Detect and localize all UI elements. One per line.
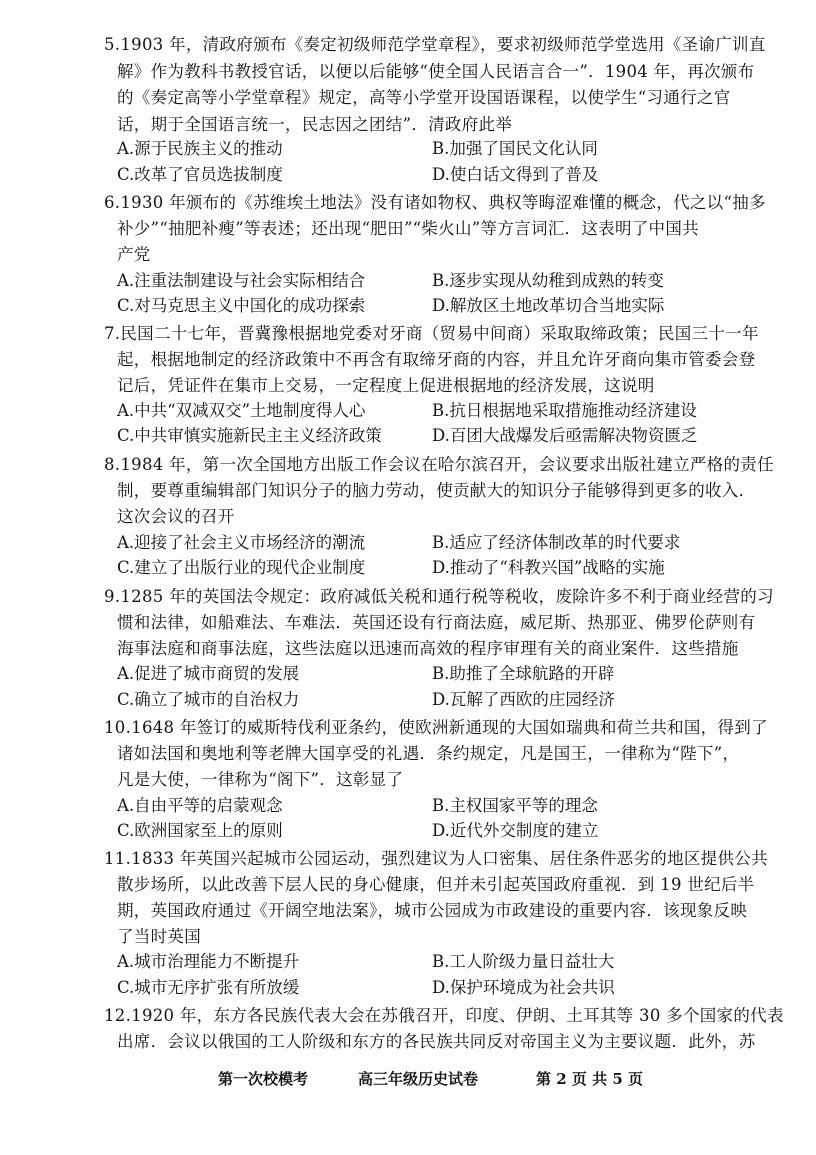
question-11-option-c: C.城市无序扩张有所放缓 [117,978,300,997]
question-9-line-2: 惯和法律，如船难法、车难法．英国还设有行商法庭，威尼斯、热那亚、佛罗伦萨则有 [117,613,756,632]
question-10-line-1: 10.1648 年签订的威斯特伐利亚条约，使欧洲新通现的大国如瑞典和荷兰共和国，得到了 [104,718,768,737]
question-7-option-b: B.抗日根据地采取措施推动经济建设 [432,401,697,420]
question-8-option-d: D.推动了“科教兴国”战略的实施 [432,558,665,577]
footer-exam-name: 第一次校模考 [218,1070,309,1088]
question-5-option-a: A.源于民族主义的推动 [117,139,283,158]
question-11-option-b: B.工人阶级力量日益壮大 [432,952,615,971]
question-10-line-3: 凡是大使，一律称为“阁下”．这彰显了 [117,770,404,789]
question-8-line-2: 制，要尊重编辑部门知识分子的脑力劳动，使贡献大的知识分子能够得到更多的收入． [117,481,756,500]
question-5-option-b: B.加强了国民文化认同 [432,139,598,158]
question-7-line-2: 起，根据地制定的经济政策中不再含有取缔牙商的内容，并且允许牙商向集市管委会登 [117,350,756,369]
question-6-option-a: A.注重法制建设与社会实际相结合 [117,271,366,290]
question-9-line-1: 9.1285 年的英国法令规定：政府减低关税和通行税等税收，废除许多不利于商业经营的习 [104,587,774,606]
question-10-option-c: C.欧洲国家至上的原则 [117,821,283,840]
question-6-option-c: C.对马克思主义中国化的成功探索 [117,296,366,315]
question-6-line-2: 补少”“抽肥补瘦”等表述；还出现“肥田”“柴火山”等方言词汇．这表明了中国共 [117,219,699,238]
question-9-option-b: B.助推了全球航路的开辟 [432,664,615,683]
question-11-line-1: 11.1833 年英国兴起城市公园运动，强烈建议为人口密集、居住条件恶劣的地区提供公共 [104,849,768,868]
question-8-option-a: A.迎接了社会主义市场经济的潮流 [117,533,366,552]
footer-page-number: 第 2 页 共 5 页 [536,1070,643,1088]
question-7-option-a: A.中共“双减双交”土地制度得人心 [117,401,366,420]
question-8-line-3: 这次会议的召开 [117,507,235,526]
question-6-line-1: 6.1930 年颁布的《苏维埃土地法》没有诸如物权、典权等晦涩难懂的概念，代之以“抽多 [104,193,766,212]
question-5-option-d: D.使白话文得到了普及 [432,165,599,184]
question-5-line-2: 解》作为教科书教授官话，以便以后能够“使全国人民语言合一”．1904 年，再次颁布 [117,62,755,81]
question-6-line-3: 产党 [117,245,151,264]
footer-subject: 高三年级历史试卷 [358,1070,479,1088]
question-10-line-2: 诸如法国和奥地利等老牌大国享受的礼遇．条约规定，凡是国王，一律称为“陛下”， [117,744,740,763]
question-9-option-d: D.瓦解了西欧的庄园经济 [432,690,615,709]
question-12-line-1: 12.1920 年，东方各民族代表大会在苏俄召开，印度、伊朗、土耳其等 30 多个国家的代表 [104,1006,784,1025]
question-6-option-b: B.逐步实现从幼稚到成熟的转变 [432,271,664,290]
question-11-option-a: A.城市治理能力不断提升 [117,952,300,971]
question-7-line-1: 7.民国二十七年，晋冀豫根据地党委对牙商（贸易中间商）采取取缔政策；民国三十一年 [104,324,759,343]
question-5-line-4: 话，期于全国语言统一，民志因之团结”．清政府此举 [117,115,513,134]
question-5-line-3: 的《奏定高等小学堂章程》规定，高等小学堂开设国语课程，以使学生“习通行之官 [117,88,731,107]
question-11-option-d: D.保护环境成为社会共识 [432,978,615,997]
question-7-option-c: C.中共审慎实施新民主主义经济政策 [117,426,382,445]
question-7-line-3: 记后，凭证件在集市上交易，一定程度上促进根据地的经济发展，这说明 [117,376,655,395]
question-10-option-a: A.自由平等的启蒙观念 [117,796,283,815]
question-8-option-b: B.适应了经济体制改革的时代要求 [432,533,681,552]
question-9-option-c: C.确立了城市的自治权力 [117,690,300,709]
question-12-line-2: 出席．会议以俄国的工人阶级和东方的各民族共同反对帝国主义为主要议题．此外，苏 [117,1032,756,1051]
question-6-option-d: D.解放区土地改革切合当地实际 [432,296,665,315]
question-7-option-d: D.百团大战爆发后亟需解决物资匮乏 [432,426,698,445]
question-10-option-d: D.近代外交制度的建立 [432,821,599,840]
question-5-option-c: C.改革了官员选拔制度 [117,165,283,184]
question-11-line-4: 了当时英国 [117,927,201,946]
question-11-line-2: 散步场所，以此改善下层人民的身心健康，但并未引起英国政府重视．到 19 世纪后半 [117,875,755,894]
question-8-option-c: C.建立了出版行业的现代企业制度 [117,558,366,577]
question-5-line-1: 5.1903 年，清政府颁布《奏定初级师范学堂章程》，要求初级师范学堂选用《圣谕广训直 [104,35,766,54]
question-11-line-3: 期，英国政府通过《开阔空地法案》，城市公园成为市政建设的重要内容．该现象反映 [117,901,748,920]
question-9-line-3: 海事法庭和商事法庭，这些法庭以迅速而高效的程序审理有关的商业案件．这些措施 [117,639,739,658]
question-8-line-1: 8.1984 年，第一次全国地方出版工作会议在哈尔滨召开，会议要求出版社建立严格的责任 [104,455,774,474]
question-9-option-a: A.促进了城市商贸的发展 [117,664,300,683]
question-10-option-b: B.主权国家平等的理念 [432,796,598,815]
